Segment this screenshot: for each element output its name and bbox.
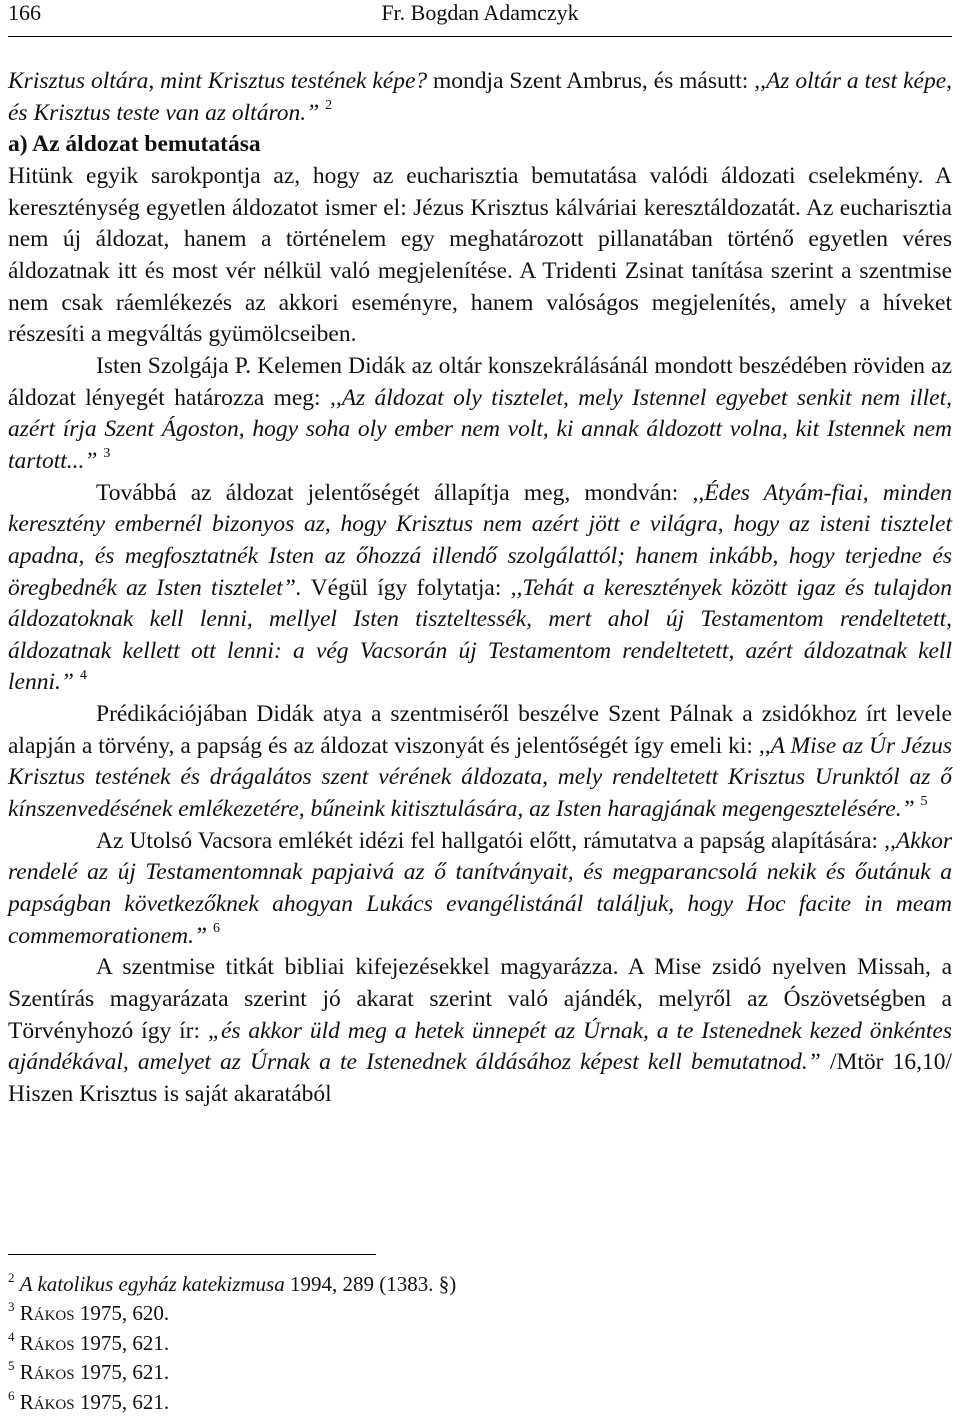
paragraph-eucharist: Hitünk egyik sarokpontja az, hogy az eucharisztia bemutatása valódi áldozati cselekmény. A kereszténység egyetlen áldozatot ismer el: Jézus Krisztus kálváriai keresztáldozatát. Az eucharisztia nem új áldozat, hanem a történelem egy meghatározott pillanatában történő egyetlen véres áldozatnak itt és most vér nélkül való megjelenítése. A Tridenti Zsinat tanítása szerint a szentmise nem csak ráemlékezés az akkori eseményre, hanem valóságos megjelenítés, amely a híveket részesíti a megváltás gyümölcseiben. — [8, 162, 952, 348]
footnote-ref-5: 5 — [920, 794, 928, 810]
footnote-2: $^2$ A katolikus egyház katekizmusa 1994, 289 (1383. §) — [8, 1270, 457, 1296]
footnote-4: $^4$ Rákos 1975, 621. — [8, 1328, 170, 1355]
footnote-ref-2: 2 — [325, 97, 333, 113]
paragraph-last-supper: Az Utolsó Vacsora emlékét idézi fel hallgatói előtt, rámutatva a papság alapítására: ,,Akkor rendelé az új Testamentomnak papjaivá az ő tanítványait, és megparancsolá nekik és őutánuk a papságban következőknek ahogyan Lukács evangélistánál találjuk, hogy Hoc facite in meam commemorationem.” $^6$ — [8, 827, 952, 949]
footnote-5: $^5$ Rákos 1975, 621. — [8, 1358, 170, 1385]
page-number: 166 — [8, 0, 41, 25]
paragraph-ambrose-quote: Krisztus oltára, mint Krisztus testének képe? mondja Szent Ambrus, és másutt: ,,Az oltár a test képe, és Krisztus teste van az oltáron.” $^2$ — [8, 68, 952, 126]
main-text — [8, 66, 952, 1111]
footnote-ref-4: 4 — [79, 667, 87, 683]
footnote-ref-6: 6 — [212, 920, 220, 936]
footnote-6: $^6$ Rákos 1975, 621. — [8, 1387, 170, 1414]
paragraph-mass-mystery: A szentmise titkát bibliai kifejezésekkel magyarázza. A Mise zsidó nyelven Missah, a Szentírás magyarázata szerint jó akarat szerint való ajándék, melyről az Ószövetségben a Törvényhozó így ír: „és akkor üld meg a hetek ünnepét az Úrnak, a te Istenednek kezed önkéntes ajándékával, amelyet az Úrnak a te Istenednek áldásához képest kell bemutatnod.” /Mtör 16,10/ Hiszen Krisztus is saját akaratából — [8, 954, 952, 1107]
paragraph-sacrifice-meaning: Továbbá az áldozat jelentőségét állapítja meg, mondván: ,,Édes Atyám-fiai, minden keresztény embernél bizonyos az, hogy Krisztus nem azért jött e világra, hogy az isteni tisztelet apadna, és megfosztatnék Isten az őhozzá illendő szolgálattól; hanem inkább, hogy terjedne és öregbednék az Isten tisztelet”. Végül így folytatja: ,,Tehát a keresztények között igaz és tulajdon áldozatoknak kell lenni, mellyel Isten tiszteltessék, mert ahol új Testamentom rendeltetett, áldozatnak kellett ott lenni: a vég Vacsorán új Testamentom rendeltetett, azért áldozatnak kell lenni.” $^4$ — [8, 479, 952, 696]
footnote-3: $^3$ Rákos 1975, 620. — [8, 1299, 170, 1326]
footnote-ref-3: 3 — [103, 446, 111, 462]
footnote-separator — [8, 1254, 376, 1255]
paragraph-kelemen-didak: Isten Szolgája P. Kelemen Didák az oltár konszekrálásánál mondott beszédében röviden az áldozat lényegét határozza meg: ,,Az áldozat oly tisztelet, mely Istennel egyebet senkit nem illet, azért írja Szent Ágoston, hogy soha oly ember nem volt, ki annak áldozott volna, kit Istennek nem tartott...” $^3$ — [8, 352, 952, 474]
paragraph-sermon: Prédikációjában Didák atya a szentmiséről beszélve Szent Pálnak a zsidókhoz írt levele alapján a törvény, a papság és az áldozat viszonyát és jelentőségét így emeli ki: ,,A Mise az Úr Jézus Krisztus testének és drágalátos szent vérének áldozata, mely rendeltetett Krisztus Urunktól az ő kínszenvedésének emlékezetére, bűneink kitisztulására, az Isten haragjának megengesztelésére.” $^5$ — [8, 701, 953, 823]
header-author: Fr. Bogdan Adamczyk — [381, 0, 579, 25]
footnotes — [8, 1270, 948, 1417]
running-header — [8, 0, 952, 37]
section-heading: a) Az áldozat bemutatása — [8, 131, 261, 158]
